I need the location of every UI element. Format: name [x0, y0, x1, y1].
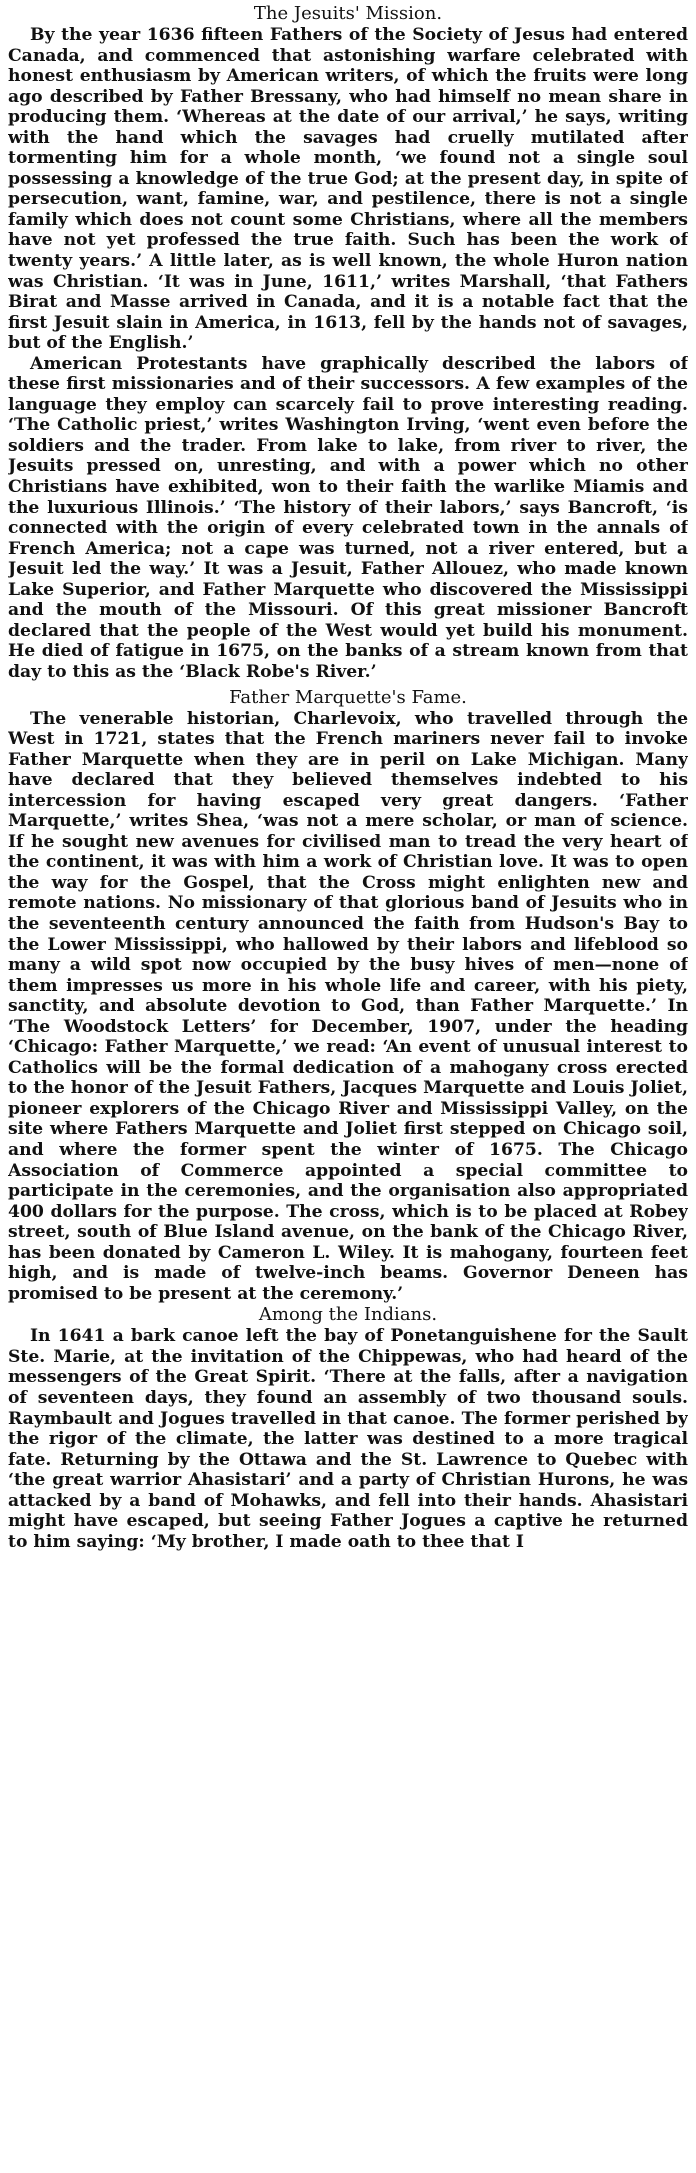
- paragraph: The venerable historian, Charlevoix, who travelled through the West in 1721, states that the French mariners never fail to invoke Father Marquette when they are in peril on Lake Michigan. Many have declared that they believed themselves indebted to his intercession for having escaped very great dangers. ‘Father Marquette,’ writes Shea, ‘was not a mere scholar, or man of science. If he sought new avenues for civilised man to tread the very heart of the continent, it was with him a work of Christian love. It was to open the way for the Gospel, that the Cross might enlighten new and remote nations. No missionary of that glorious band of Jesuits who in the seventeenth century announced the faith from Hudson's Bay to the Lower Mississippi, who hallowed by their labors and lifeblood so many a wild spot now occupied by the busy hives of men—none of them impresses us more in his whole life and career, with his piety, sanctity, and absolute devotion to God, than Father Marquette.’ In ‘The Woodstock Letters’ for December, 1907, under the heading ‘Chicago: Father Marquette,’ we read: ‘An event of unusual interest to Catholics will be the formal dedication of a mahogany cross erected to the honor of the Jesuit Fathers, Jacques Marquette and Louis Joliet, pioneer explorers of the Chicago River and Mississippi Valley, on the site where Fathers Marquette and Joliet first stepped on Chicago soil, and where the former spent the winter of 1675. The Chicago Association of Commerce appointed a special committee to participate in the ceremonies, and the organisation also appropriated 400 dollars for the purpose. The cross, which is to be placed at Robey street, south of Blue Island avenue, on the bank of the Chicago River, has been donated by Cameron L. Wiley. It is mahogany, fourteen feet high, and is made of twelve-inch beams. Governor Deneen has promised to be present at the ceremony.’: [8, 708, 688, 1304]
- paragraph: American Protestants have graphically described the labors of these first missionaries and of their successors. A few examples of the language they employ can scarcely fail to prove interesting reading. ‘The Catholic priest,’ writes Washington Irving, ‘went even before the soldiers and the trader. From lake to lake, from river to river, the Jesuits pressed on, unresting, and with a power which no other Christians have exhibited, won to their faith the warlike Miamis and the luxurious Illinois.’ ‘The history of their labors,’ says Bancroft, ‘is connected with the origin of every celebrated town in the annals of French America; not a cape was turned, not a river entered, but a Jesuit led the way.’ It was a Jesuit, Father Allouez, who made known Lake Superior, and Father Marquette who discovered the Mississippi and the mouth of the Missouri. Of this great missioner Bancroft declared that the people of the West would yet build his monument. He died of fatigue in 1675, on the banks of a stream known from that day to this as the ‘Black Robe's River.’: [8, 353, 688, 682]
- paragraph: In 1641 a bark canoe left the bay of Ponetanguishene for the Sault Ste. Marie, at the invitation of the Chippewas, who had heard of the messengers of the Great Spirit. ‘There at the falls, after a navigation of seventeen days, they found an assembly of two thousand souls. Raymbault and Jogues travelled in that canoe. The former perished by the rigor of the climate, the latter was destined to a more tragical fate. Returning by the Ottawa and the St. Lawrence to Quebec with ‘the great warrior Ahasistari’ and a party of Christian Hurons, he was attacked by a band of Mohawks, and fell into their hands. Ahasistari might have escaped, but seeing Father Jogues a captive he returned to him saying: ‘My brother, I made oath to thee that I: [8, 1326, 688, 1552]
- section-heading-among-indians: Among the Indians.: [258, 1304, 438, 1326]
- section-heading-marquette-fame: Father Marquette's Fame.: [229, 686, 467, 708]
- section-heading-jesuits-mission: The Jesuits' Mission.: [253, 3, 443, 24]
- paragraph: By the year 1636 fifteen Fathers of the Society of Jesus had entered Canada, and commenced that astonishing warfare celebrated with honest enthusiasm by American writers, of which the fruits were long ago described by Father Bressany, who had himself no mean share in producing them. ‘Whereas at the date of our arrival,’ he says, writing with the hand which the savages had cruelly mutilated after tormenting him for a whole month, ‘we found not a single soul possessing a knowledge of the true God; at the present day, in spite of persecution, want, famine, war, and pestilence, there is not a single family which does not count some Christians, where all the members have not yet professed the true faith. Such has been the work of twenty years.’ A little later, as is well known, the whole Huron nation was Christian. ‘It was in June, 1611,’ writes Marshall, ‘that Fathers Birat and Masse arrived in Canada, and it is a notable fact that the first Jesuit slain in America, in 1613, fell by the hands not of savages, but of the English.’: [8, 25, 688, 354]
- document-page: [8, 3, 688, 2167]
